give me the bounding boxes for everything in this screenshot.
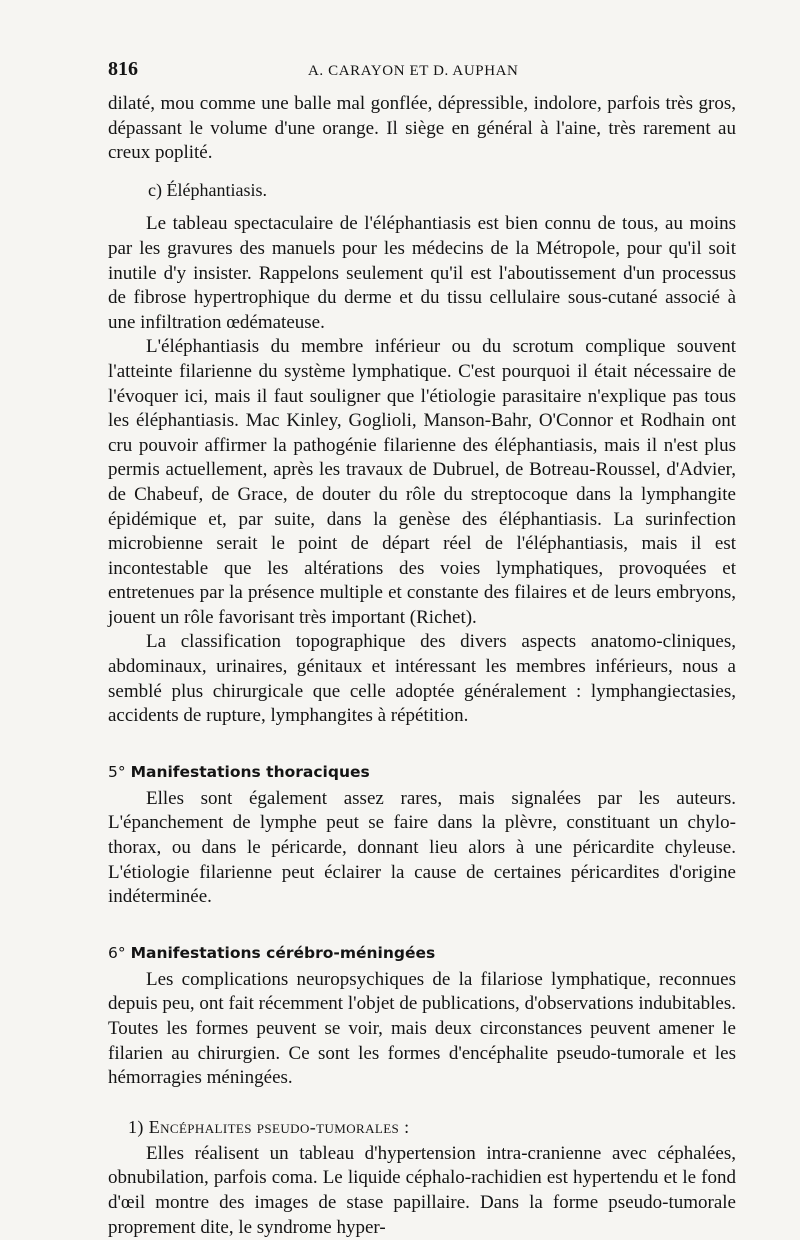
section-5-title: Manifestations thoraciques — [130, 762, 370, 781]
subsection-1-paragraph: Elles réalisent un tableau d'hypertension intra-cranienne avec céphalées, obnubilation, parfois coma. Le liquide céphalo-rachidien est hypertendu et le fond d'œil montre des images de stase papillaire. Dans la forme pseudo-tumorale proprement dite, le syndrome hyper- — [108, 1142, 736, 1238]
section-6-number: 6° — [108, 943, 126, 962]
section-c-paragraph-3: La classification topographique des divers aspects anatomo-cliniques, abdominaux, urinaires, génitaux et intéressant les membres inférieurs, nous a semblé plus chirurgicale que celle adoptée généralement : lymphangiectasies, accidents de rupture, lymphangites à répétition. — [108, 631, 736, 727]
section-c-heading: c) Éléphantiasis. — [148, 179, 267, 200]
page-header — [108, 58, 736, 92]
section-6-paragraph: Les complications neuropsychiques de la filariose lymphatique, reconnues depuis peu, ont fait récemment l'objet de publications, d'observations indubitables. Toutes les formes peuvent se voir, mais deux circonstances peuvent amener le filarien au chirurgien. Ce sont les formes d'encéphalite pseudo-tumorale et les hémorragies méningées. — [108, 968, 736, 1089]
section-5-paragraph: Elles sont également assez rares, mais signalées par les auteurs. L'épanchement de lymphe peut se faire dans la plèvre, constituant un chylo-thorax, ou dans le péricarde, donnant lieu alors à une péricardite chyleuse. L'étiologie filarienne peut éclairer la cause de certaines péricardites d'origine indéterminée. — [108, 787, 736, 908]
page-number: 816 — [108, 58, 138, 80]
running-head: A. CARAYON ET D. AUPHAN — [308, 63, 519, 79]
section-6-heading — [108, 944, 736, 962]
section-c-paragraph-1: Le tableau spectaculaire de l'éléphantiasis est bien connu de tous, au moins par les gravures des manuels pour les médecins de la Métropole, pour qu'il soit inutile d'y insister. Rappelons seulement qu'il est l'aboutissement d'un processus de fibrose hypertrophique du derme et du tissu cellulaire sous-cutané associé à une infiltration œdémateuse. — [108, 213, 736, 333]
intro-paragraph: dilaté, mou comme une balle mal gonflée, dépressible, indolore, parfois très gros, dépassant le volume d'une orange. Il siège en général à l'aine, très rarement au creux poplité. — [108, 93, 736, 164]
section-5-heading — [108, 763, 736, 781]
section-5-number: 5° — [108, 762, 126, 781]
subsection-1-heading: 1) Encéphalites pseudo-tumorales : — [128, 1116, 410, 1137]
section-6-title: Manifestations cérébro-méningées — [130, 943, 436, 962]
section-c-paragraph-2: L'éléphantiasis du membre inférieur ou du scrotum complique souvent l'atteinte filarienne du système lymphatique. C'est pourquoi il était nécessaire de l'évoquer ici, mais il faut souligner que l'étiologie parasitaire n'explique pas tous les éléphantiasis. Mac Kinley, Goglioli, Manson-Bahr, O'Connor et Rodhain ont cru pouvoir affirmer la pathogénie filarienne des éléphantiasis, mais il n'est plus permis actuellement, après les travaux de Dubruel, de Botreau-Roussel, d'Advier, de Chabeuf, de Grace, de douter du rôle du streptocoque dans la lymphangite épidémique et, par suite, dans la genèse des éléphantiasis. La surinfection microbienne serait le point de départ réel de l'éléphantiasis, mais il est incontestable que les altérations des voies lymphatiques, provoquées et entretenues par la présence multiple et constante des filaires et de leurs embryons, jouent un rôle favorisant très important (Richet). — [108, 336, 736, 628]
